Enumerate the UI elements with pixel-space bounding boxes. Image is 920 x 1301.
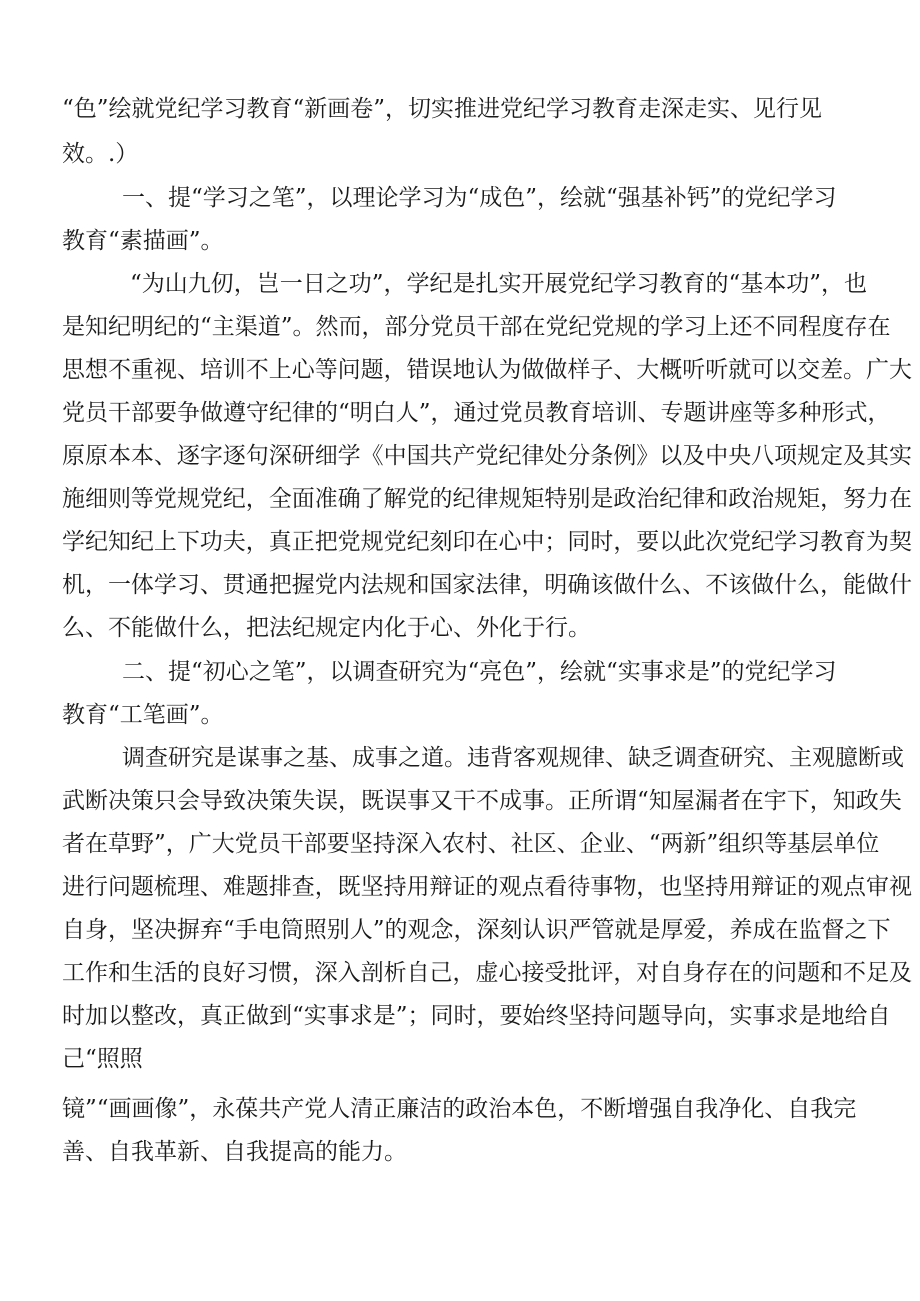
text-line: 机，一体学习、贯通把握党内法规和国家法律，明确该做什么、不该做什么，能做什 [62,572,912,598]
section-heading-line: 教育“工笔画”。 [62,702,224,728]
text-line: 善、自我革新、自我提高的能力。 [62,1139,407,1165]
text-line: 己“照照 [62,1046,143,1072]
text-line: 学纪知纪上下功夫，真正把党规党纪刻印在心中；同时，要以此次党纪学习教育为契 [62,529,912,555]
text-line: 镜”“画画像”，永葆共产党人清正廉洁的政治本色，不断增强自我净化、自我完 [62,1096,857,1122]
section-heading-line: 二、提“初心之笔”，以调查研究为“亮色”，绘就“实事求是”的党纪学习 [122,659,837,685]
text-line: 党员干部要争做遵守纪律的“明白人”，通过党员教育培训、专题讲座等多种形式， [62,400,891,426]
text-line: 思想不重视、培训不上心等问题，错误地认为做做样子、大概听听就可以交差。广大 [62,357,912,383]
text-line: 调查研究是谋事之基、成事之道。违背客观规律、缺乏调查研究、主观臆断或 [122,745,904,771]
section-heading-line: 教育“素描画”。 [62,228,224,254]
text-line: 么、不能做什么，把法纪规定内化于心、外化于行。 [62,615,591,641]
text-line: 效。.） [62,141,139,167]
text-line: “色”绘就党纪学习教育“新画卷”，切实推进党纪学习教育走深走实、见行见 [62,96,823,122]
text-line: 进行问题梳理、难题排查，既坚持用辩证的观点看待事物，也坚持用辩证的观点审视 [62,874,912,900]
text-line: 者在草野”，广大党员干部要坚持深入农村、社区、企业、“两新”组织等基层单位 [62,831,880,857]
text-line: 武断决策只会导致决策失误，既误事又干不成事。正所谓“知屋漏者在宇下，知政失 [62,788,902,814]
text-line: 原原本本、逐字逐句深研细学《中国共产党纪律处分条例》以及中央八项规定及其实 [62,443,912,469]
text-line: “为山九仞，岂一日之功”，学纪是扎实开展党纪学习教育的“基本功”，也 [130,271,868,297]
text-line: 自身，坚决摒弃“手电筒照别人”的观念，深刻认识严管就是厚爱，养成在监督之下 [62,917,891,943]
section-heading-line: 一、提“学习之笔”，以理论学习为“成色”，绘就“强基补钙”的党纪学习 [122,185,837,211]
text-line: 时加以整改，真正做到“实事求是”；同时，要始终坚持问题导向，实事求是地给自 [62,1003,891,1029]
text-line: 工作和生活的良好习惯，深入剖析自己，虚心接受批评，对自身存在的问题和不足及 [62,960,912,986]
text-line: 是知纪明纪的“主渠道”。然而，部分党员干部在党纪党规的学习上还不同程度存在 [62,314,891,340]
text-line: 施细则等党规党纪，全面准确了解党的纪律规矩特别是政治纪律和政治规矩，努力在 [62,486,912,512]
